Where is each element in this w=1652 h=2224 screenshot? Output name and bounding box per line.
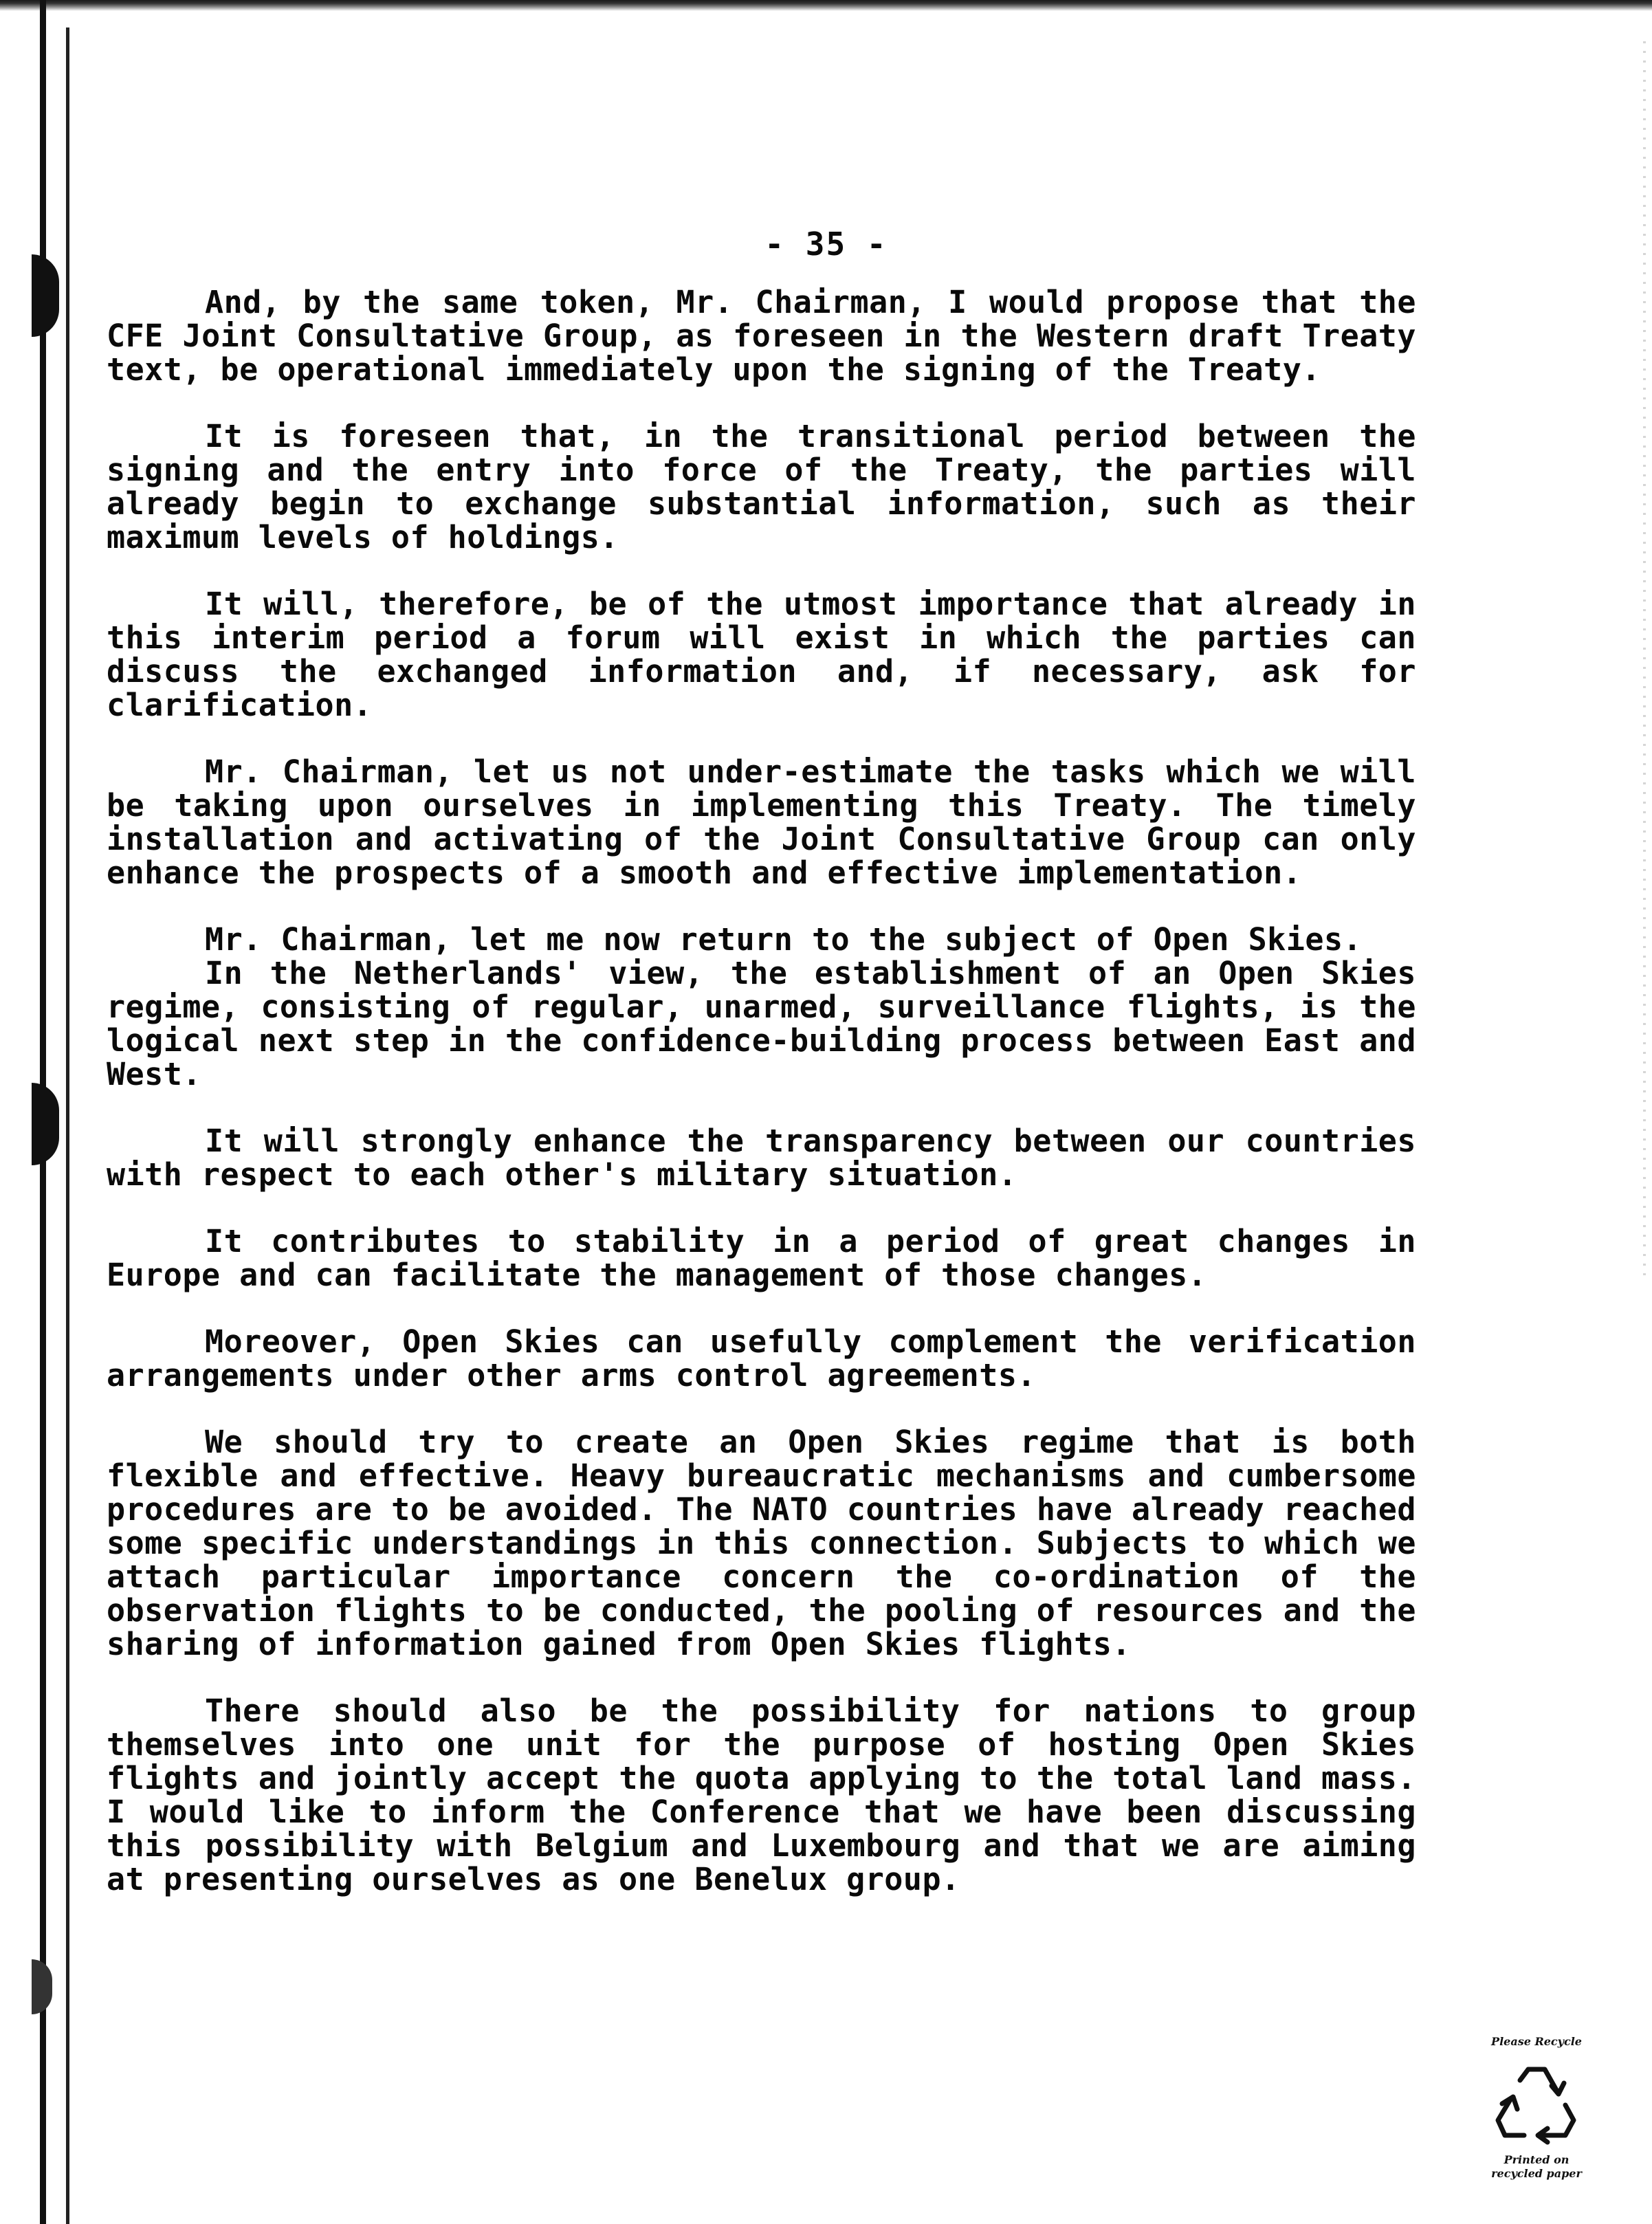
- recycle-bottom-text: Printed on recycled paper: [1491, 2153, 1582, 2180]
- paragraph-transparency: It will strongly enhance the transparency between our countries with respect to each other's military situation.: [107, 1123, 1416, 1193]
- page-number: - 35 -: [764, 225, 888, 263]
- paragraph-transitional-period: It is foreseen that, in the transitional period between the signing and the entry into force of the Treaty, the parties will already begin to exchange substantial information, such as their maximum levels of holdings.: [107, 418, 1416, 555]
- recycle-top-text: Please Recycle: [1491, 2035, 1582, 2048]
- scan-top-edge: [0, 0, 1652, 11]
- document-body: [107, 285, 1416, 1929]
- paragraph-verification: Moreover, Open Skies can usefully complement the verification arrangements under other arms control agreements.: [107, 1323, 1416, 1394]
- paragraph-flexible-regime: We should try to create an Open Skies regime that is both flexible and effective. Heavy bureaucratic mechanisms and cumbersome procedures are to be avoided. The NATO countries have already reached some specific understandings in this connection. Subjects to which we attach particular importance concern the co-ordination of the observation flights to be conducted, the pooling of resources and the sharing of information gained from Open Skies flights.: [107, 1424, 1416, 1662]
- paragraph-interim-forum: It will, therefore, be of the utmost importance that already in this interim period a forum will exist in which the parties can discuss the exchanged information and, if necessary, ask for clarification.: [107, 586, 1416, 723]
- recycle-icon: [1488, 2054, 1585, 2150]
- punch-hole-bottom: [32, 1959, 52, 2014]
- scan-left-inner-line: [66, 27, 69, 2224]
- paragraph-open-skies-intro: Mr. Chairman, let me now return to the subject of Open Skies.: [205, 921, 1363, 958]
- punch-hole-middle: [32, 1083, 59, 1165]
- paragraph-implementation-tasks: Mr. Chairman, let us not under-estimate the tasks which we will be taking upon ourselves in implementing this Treaty. The timely installation and activating of the Joint Consultative Group can only enhance the prospects of a smooth and effective implementation.: [107, 753, 1416, 891]
- paragraph-netherlands-view: In the Netherlands' view, the establishment of an Open Skies regime, consisting of regular, unarmed, surveillance flights, is the logical next step in the confidence-building process between East and West.: [107, 955, 1416, 1092]
- paragraph-jcg-proposal: And, by the same token, Mr. Chairman, I would propose that the CFE Joint Consultative Group, as foreseen in the Western draft Treaty text, be operational immediately upon the signing of the Treaty.: [107, 284, 1416, 388]
- recycle-logo: [1485, 2035, 1588, 2221]
- paragraph-stability: It contributes to stability in a period of great changes in Europe and can facilitate the management of those changes.: [107, 1223, 1416, 1293]
- punch-hole-top: [32, 254, 59, 337]
- paragraph-benelux-group: There should also be the possibility for nations to group themselves into one unit for the purpose of hosting Open Skies flights and jointly accept the quota applying to the total land mass. I would like to inform the Conference that we have been discussing this possibility with Belgium and Luxembourg and that we are aiming at presenting ourselves as one Benelux group.: [107, 1693, 1416, 1897]
